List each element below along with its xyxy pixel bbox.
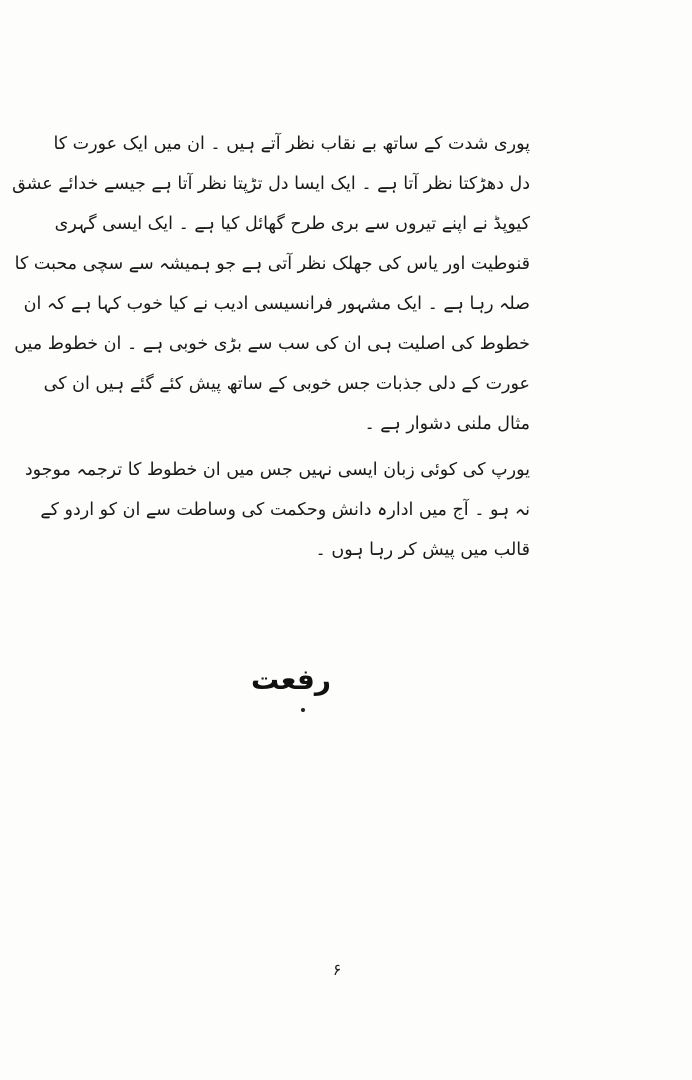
text-line: عورت کے دلی جذبات جس خوبی کے ساتھ پیش کئے گئے ہیں ان کی xyxy=(43,374,530,394)
text-line: پوری شدت کے ساتھ بے نقاب نظر آتے ہیں ۔ ان میں ایک عورت کا xyxy=(53,134,530,154)
text-line: کیوپڈ نے اپنے تیروں سے بری طرح گھائل کیا ہے ۔ ایک ایسی گہری xyxy=(54,214,530,234)
text-line: مثال ملنی دشوار ہے ۔ xyxy=(364,414,530,434)
text-line: یورپ کی کوئی زبان ایسی نہیں جس میں ان خطوط کا ترجمہ موجود xyxy=(24,460,530,480)
page-number: ۶ xyxy=(332,960,342,979)
body-text xyxy=(12,124,530,570)
text-line: خطوط کی اصلیت ہی ان کی سب سے بڑی خوبی ہے ۔ ان خطوط میں xyxy=(14,334,530,354)
text-line: قالب میں پیش کر رہا ہوں ۔ xyxy=(315,540,530,560)
text-line: نہ ہو ۔ آج میں ادارہ دانش وحکمت کی وساطت سے ان کو اردو کے xyxy=(40,500,530,520)
ink-dot xyxy=(301,708,305,712)
text-line: صلہ رہا ہے ۔ ایک مشہور فرانسیسی ادیب نے کیا خوب کہا ہے کہ ان xyxy=(23,294,530,314)
text-line: قنوطیت اور یاس کی جھلک نظر آتی ہے جو ہمیشہ سے سچی محبت کا xyxy=(14,254,530,274)
text-line: دل دھڑکتا نظر آتا ہے ۔ ایک ایسا دل تڑپتا نظر آتا ہے جیسے خدائے عشق xyxy=(12,174,530,194)
author-signature: رفعت xyxy=(251,663,331,696)
